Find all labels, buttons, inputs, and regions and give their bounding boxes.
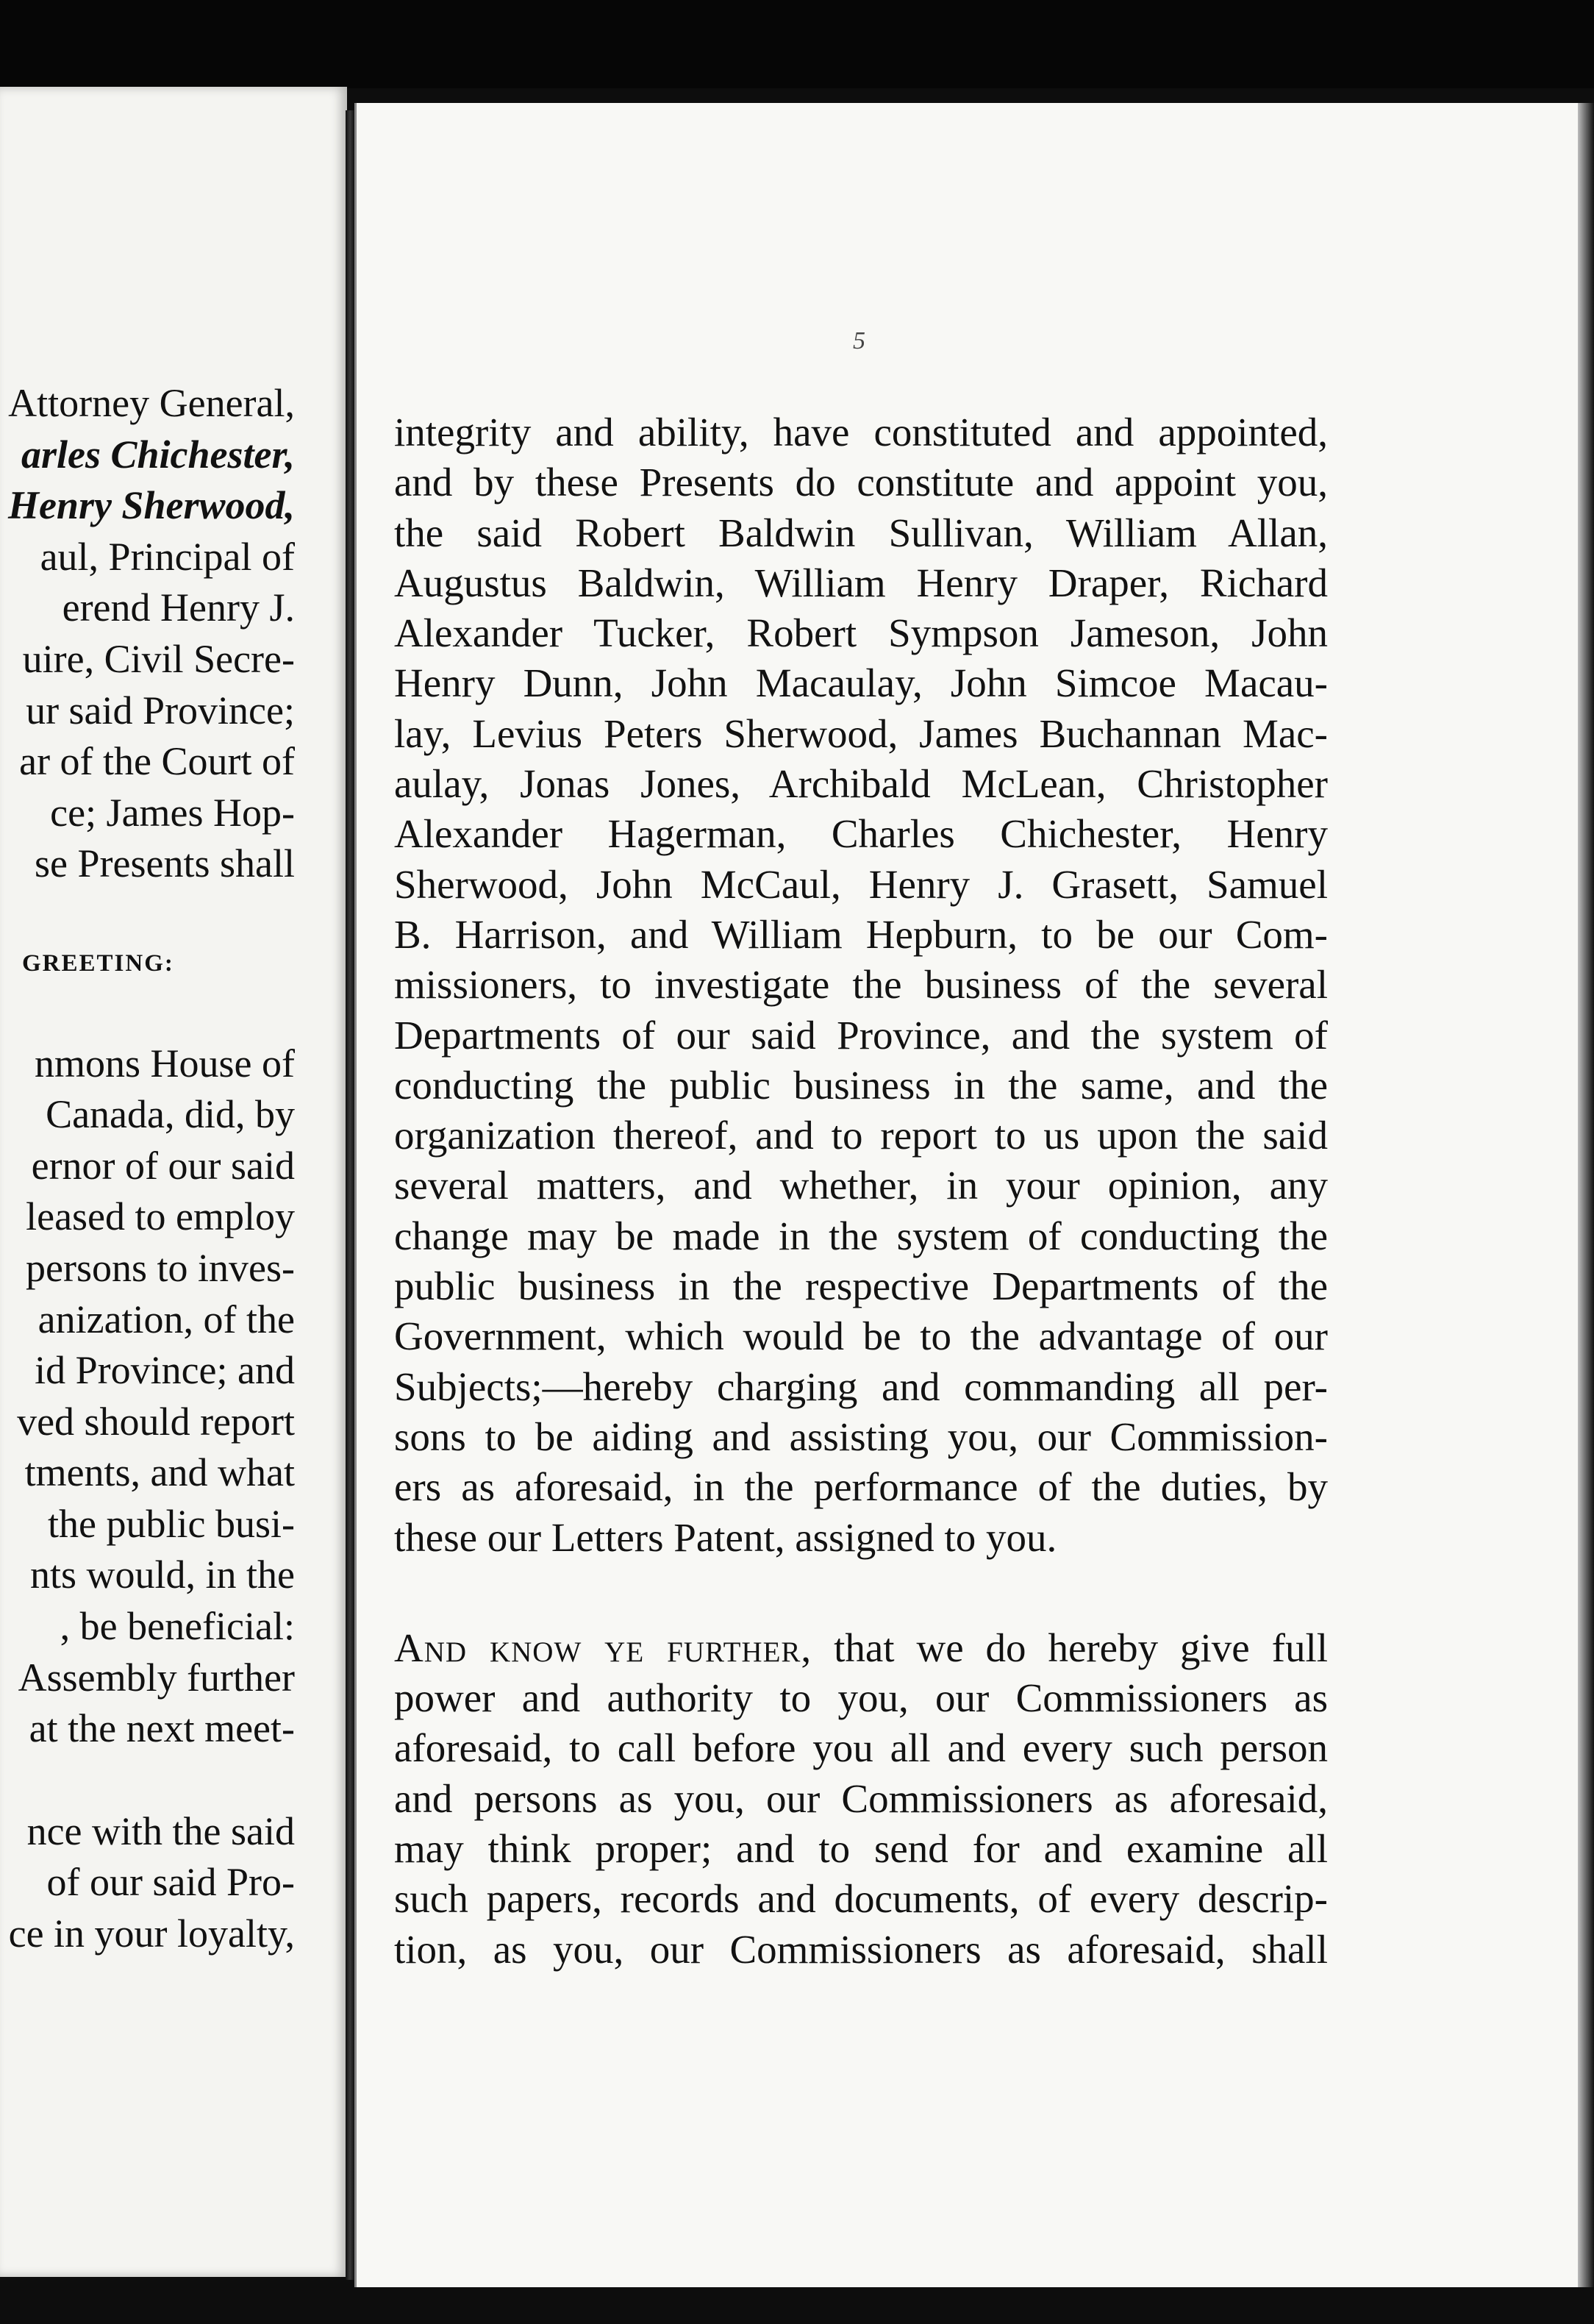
body-line: organization thereof, and to report to us upon the said [394,1113,1328,1158]
paragraph-lead-rest: that we do hereby give full [812,1625,1328,1670]
book-gutter [346,110,354,2280]
paragraph-gap [394,1563,1328,1623]
left-line: of our said Pro- [46,1860,295,1905]
left-line: Assembly further [18,1655,295,1700]
body-line: ers as aforesaid, in the performance of the duties, by [394,1464,1328,1510]
body-line: Alexander Tucker, Robert Sympson Jameson, John [394,610,1328,656]
left-line: ur said Province; [26,688,295,733]
body-line: integrity and ability, have constituted and appointed, [394,410,1328,455]
spacer [0,1755,295,1806]
body-line: aulay, Jonas Jones, Archibald McLean, Christopher [394,761,1328,807]
left-line: leased to employ [26,1194,295,1239]
page-number: 5 [853,327,865,354]
spacer [0,990,295,1038]
scan-top-border [0,0,1594,88]
body-line: Government, which would be to the advantage of our [394,1314,1328,1359]
left-line: nce with the said [26,1808,295,1853]
left-line: ved should report [17,1399,295,1444]
body-line [394,1623,1328,1673]
left-line: nmons House of [35,1041,295,1086]
body-line: these our Letters Patent, assigned to you. [394,1514,1057,1560]
body-line: Henry Dunn, John Macaulay, John Simcoe Macau- [394,660,1328,706]
body-line: public business in the respective Departments of the [394,1263,1328,1309]
left-line: erend Henry J. [62,585,295,630]
left-line: persons to inves- [26,1245,295,1290]
left-line: arles Chichester, [21,432,295,477]
left-line: aul, Principal of [40,534,295,579]
body-line: B. Harrison, and William Hepburn, to be our Com- [394,911,1328,957]
left-line: ar of the Court of [19,739,295,784]
spacer [0,890,295,938]
left-line: id Province; and [35,1348,295,1393]
body-line: lay, Levius Peters Sherwood, James Buchannan Mac- [394,710,1328,756]
body-line: Subjects;—hereby charging and commanding all per- [394,1364,1328,1409]
left-line: Henry Sherwood, [7,483,295,528]
body-line: Departments of our said Province, and the system of [394,1012,1328,1058]
left-line: Attorney General, [8,381,295,425]
page-edge [1578,103,1594,2287]
body-line: Sherwood, John McCaul, Henry J. Grasett, Samuel [394,861,1328,907]
body-line: power and authority to you, our Commissioners as [394,1675,1328,1721]
left-line: the public busi- [48,1501,295,1546]
left-line: tments, and what [24,1450,295,1495]
left-line: ernor of our said [31,1143,295,1188]
right-page-body [394,407,1328,1975]
left-page-text [0,378,295,1960]
body-line: sons to be aiding and assisting you, our Commission- [394,1414,1328,1459]
left-line: Canada, did, by [46,1092,295,1137]
left-page [0,87,347,2277]
left-line: ce; James Hop- [50,790,295,835]
body-line: such papers, records and documents, of every descrip- [394,1876,1328,1922]
body-line: Alexander Hagerman, Charles Chichester, Henry [394,811,1328,857]
left-line: se Presents shall [35,841,295,886]
left-line: , be beneficial: [60,1604,295,1649]
body-line: and persons as you, our Commissioners as aforesaid, [394,1775,1328,1821]
body-line: missioners, to investigate the business of the several [394,962,1328,1008]
body-line: conducting the public business in the same, and the [394,1062,1328,1108]
paragraph-lead: And know ye further, [394,1625,812,1670]
left-line: ce in your loyalty, [8,1911,295,1956]
left-line: at the next meet- [29,1706,295,1751]
left-line: nts would, in the [30,1553,295,1597]
body-line: may think proper; and to send for and examine all [394,1826,1328,1872]
body-line: change may be made in the system of conducting the [394,1213,1328,1258]
body-line: several matters, and whether, in your opinion, any [394,1163,1328,1208]
body-line: and by these Presents do constitute and appoint you, [394,460,1328,505]
body-line: aforesaid, to call before you all and every such person [394,1725,1328,1771]
left-line: anization, of the [37,1297,295,1341]
body-line: the said Robert Baldwin Sullivan, William Allan, [394,510,1328,555]
body-line: Augustus Baldwin, William Henry Draper, Richard [394,560,1328,605]
greeting-heading: GREETING: [22,949,174,977]
body-line: tion, as you, our Commissioners as aforesaid, shall [394,1926,1328,1972]
left-line: uire, Civil Secre- [22,636,295,681]
